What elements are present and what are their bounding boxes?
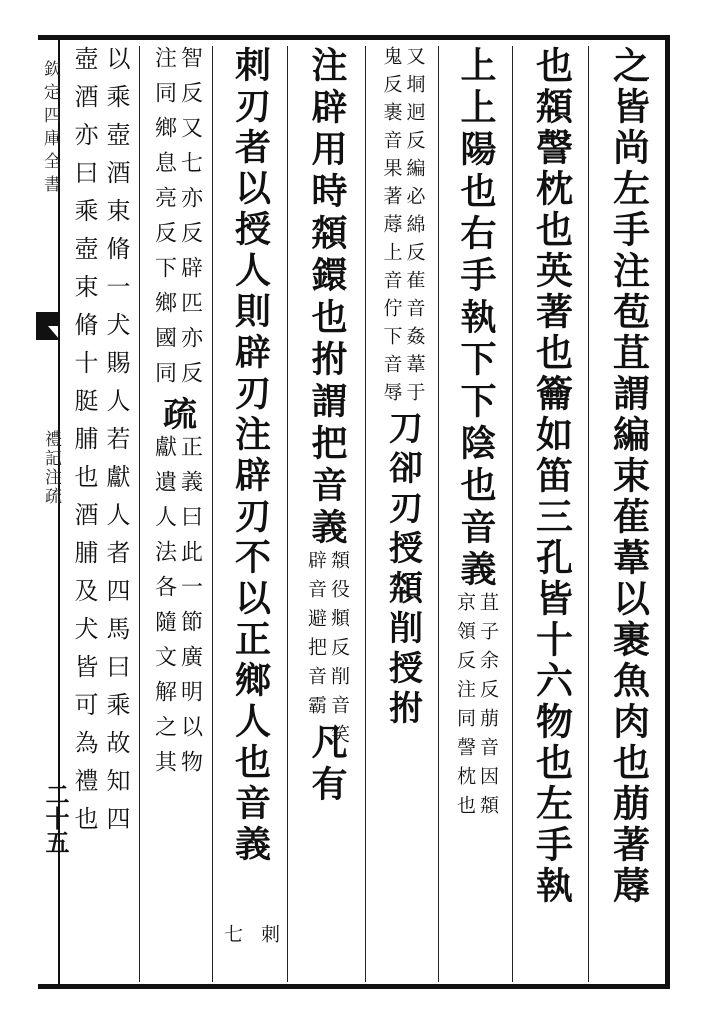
commentary-pair xyxy=(382,46,424,410)
main-text: 刀卻刃授頮削授拊 xyxy=(382,410,423,730)
text-column-2 xyxy=(514,46,588,982)
page-number: 二十五 xyxy=(41,782,70,854)
main-text: 也頮謦枕也英著也籥如笛三孔皆十六物也左手執 xyxy=(529,46,574,907)
commentary-line: 鬼反裹音果著蓐上音佇下音辱 xyxy=(380,46,403,410)
commentary-line: 獻遺人法各隨文解之其 xyxy=(151,435,177,785)
commentary-pair xyxy=(455,592,497,824)
fish-tail-point xyxy=(36,312,60,340)
column-rule xyxy=(438,46,439,982)
column-rule xyxy=(512,46,513,982)
column-body xyxy=(229,46,272,866)
text-column-3 xyxy=(440,46,512,982)
main-text: 之皆尚左手注苞苴謂編束萑葦以裹魚肉也萠著蓐 xyxy=(606,46,651,907)
commentary-line: 苴子余反萠音因頮 xyxy=(477,592,499,824)
frame-corner xyxy=(38,984,60,989)
commentary-line: 正義曰此一節廣明以物 xyxy=(177,435,203,785)
column-rule xyxy=(139,46,140,982)
commentary-line: 以乘壺酒束脩一犬賜人若獻人者四馬曰乘故知四 xyxy=(102,46,130,844)
text-column-6 xyxy=(214,46,287,982)
commentary-line: 刺 xyxy=(258,924,280,953)
side-caption: 禮記注疏 xyxy=(41,430,61,506)
text-column-5 xyxy=(289,46,365,982)
text-column-1 xyxy=(590,46,666,982)
main-text: 凡有 xyxy=(306,723,348,807)
text-column-7 xyxy=(141,46,212,982)
main-text: 刺刃者以授人則辟刃注辟刃不以正鄉人也音義 xyxy=(229,46,272,866)
commentary-pair xyxy=(153,46,201,396)
text-column-8 xyxy=(61,46,139,982)
commentary-line: 辟音避把音霸 xyxy=(305,550,327,724)
commentary-line: 又垌迥反編必綿反萑音姦葦于 xyxy=(403,46,426,410)
margin-title: 欽定四庫全書 xyxy=(40,60,60,198)
commentary-line: 頮役頫反削音笑 xyxy=(328,550,350,753)
commentary-line: 京領反注同謦枕也 xyxy=(454,592,476,824)
commentary-pair xyxy=(153,435,201,785)
commentary-line: 智反又七亦反辟匹亦反 xyxy=(177,46,203,396)
commentary-line: 七 xyxy=(221,924,243,953)
main-text: 上上陽也右手執下下陰也音義 xyxy=(455,46,497,592)
commentary-pair xyxy=(72,46,128,844)
text-column-4 xyxy=(367,46,438,982)
column-rule xyxy=(365,46,366,982)
main-text: 注辟用時頮鐶也拊謂把音義 xyxy=(306,46,348,550)
commentary-line: 注同鄉息亮反下鄉國同 xyxy=(151,46,177,396)
shu-marker: 疏 xyxy=(156,396,197,435)
column-rule xyxy=(212,46,213,982)
column-rule xyxy=(588,46,589,982)
column-rule xyxy=(287,46,288,982)
commentary-line: 壺酒亦曰乘壺束脩十脡脯也酒脯及犬皆可為禮也 xyxy=(70,46,98,844)
